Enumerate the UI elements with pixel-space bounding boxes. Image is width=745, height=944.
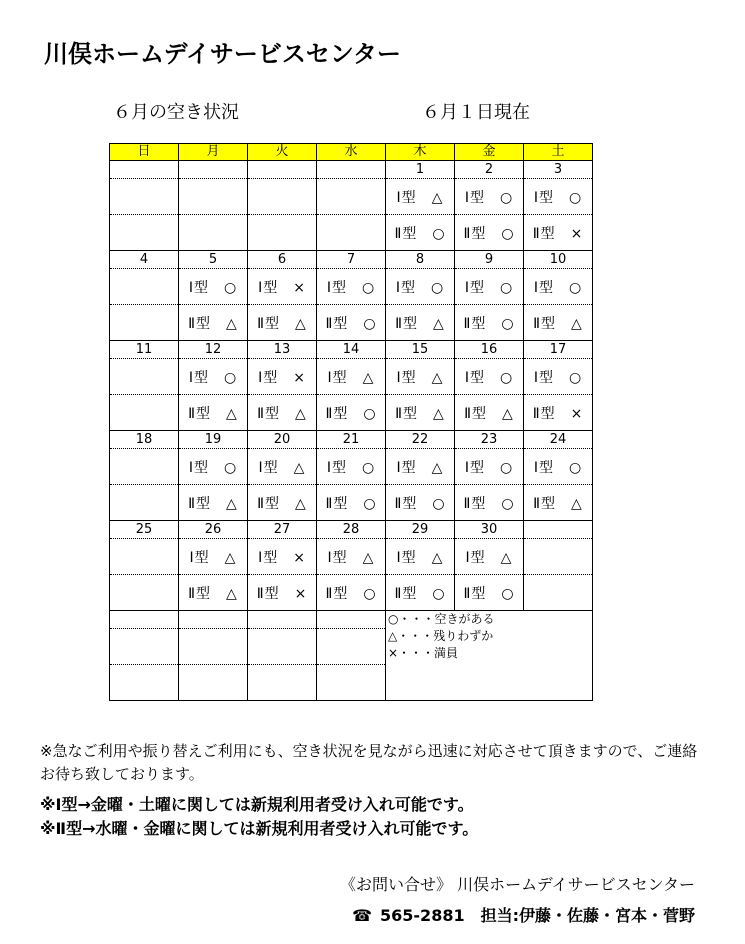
type2-row [110,575,593,611]
type1-status-cell: Ⅰ型 △ [179,539,248,575]
type2-status-cell: Ⅱ型 △ [386,395,455,431]
date-cell: 8 [386,251,455,269]
type2-status-cell: Ⅱ型 ○ [386,215,455,251]
phone-icon: ☎ [352,906,373,925]
blank-cell [179,629,248,665]
phone-line [352,903,695,926]
type2-status-cell: Ⅱ型 ○ [386,575,455,611]
type1-status-cell [524,539,593,575]
type2-status-cell: Ⅱ型 ○ [455,485,524,521]
type1-row [110,539,593,575]
contact-info: 《お問い合せ》 川俣ホームデイサービスセンター [339,875,695,894]
date-row [110,251,593,269]
date-cell: 18 [110,431,179,449]
type1-status-cell [110,539,179,575]
type1-status-cell: Ⅰ型 × [248,539,317,575]
type1-status-cell: Ⅰ型 ○ [455,179,524,215]
type2-status-cell [317,215,386,251]
date-cell: 28 [317,521,386,539]
blank-cell [248,629,317,665]
weekday-header: 金 [455,144,524,161]
blank-cell [179,665,248,701]
type2-status-cell: Ⅱ型 △ [179,395,248,431]
note-type2: ※Ⅱ型→水曜・金曜に関しては新規利用者受け入れ可能です。 [40,819,479,838]
date-cell: 17 [524,341,593,359]
date-cell: 23 [455,431,524,449]
date-row [110,161,593,179]
type2-status-cell: Ⅱ型 △ [179,305,248,341]
date-cell [179,161,248,179]
type1-status-cell: Ⅰ型 △ [386,449,455,485]
date-cell [248,161,317,179]
type1-status-cell: Ⅰ型 △ [455,539,524,575]
date-cell: 7 [317,251,386,269]
blank-cell [317,629,386,665]
weekday-header: 木 [386,144,455,161]
date-cell: 25 [110,521,179,539]
type1-status-cell: Ⅰ型 △ [317,539,386,575]
date-cell: 21 [317,431,386,449]
weekday-header: 土 [524,144,593,161]
phone-text: 565-2881 担当:伊藤・佐藤・宮本・菅野 [380,906,695,925]
blank-cell [248,611,317,629]
type1-status-cell: Ⅰ型 △ [317,359,386,395]
type1-status-cell: Ⅰ型 ○ [179,269,248,305]
type2-status-cell: Ⅱ型 △ [248,395,317,431]
weekday-header: 月 [179,144,248,161]
legend-item: ×・・・満員 [388,646,459,660]
date-cell: 9 [455,251,524,269]
type2-status-cell [110,215,179,251]
date-cell: 26 [179,521,248,539]
type1-status-cell [110,449,179,485]
blank-cell [110,611,179,629]
date-cell: 6 [248,251,317,269]
date-cell: 29 [386,521,455,539]
date-row [110,431,593,449]
type1-row [110,449,593,485]
type2-status-cell: Ⅱ型 × [248,575,317,611]
date-cell: 11 [110,341,179,359]
type1-status-cell: Ⅰ型 ○ [524,269,593,305]
date-cell: 4 [110,251,179,269]
legend-item: △・・・残りわずか [388,629,494,643]
type1-status-cell: Ⅰ型 ○ [524,179,593,215]
type2-status-cell: Ⅱ型 × [524,395,593,431]
type2-status-cell: Ⅱ型 △ [455,395,524,431]
date-cell [317,161,386,179]
blank-row [110,611,593,629]
date-cell: 24 [524,431,593,449]
availability-calendar [109,143,593,701]
type1-status-cell: Ⅰ型 △ [386,179,455,215]
date-cell: 22 [386,431,455,449]
type2-status-cell: Ⅱ型 ○ [455,215,524,251]
legend [386,611,593,701]
type1-status-cell: Ⅰ型 ○ [317,269,386,305]
type1-row [110,359,593,395]
type2-status-cell: Ⅱ型 ○ [317,485,386,521]
blank-cell [248,665,317,701]
blank-cell [317,665,386,701]
type1-row [110,179,593,215]
type1-status-cell: Ⅰ型 ○ [455,449,524,485]
note-type1: ※Ⅰ型→金曜・土曜に関しては新規利用者受け入れ可能です。 [40,795,474,814]
type2-status-cell [110,575,179,611]
blank-cell [317,611,386,629]
weekday-header: 水 [317,144,386,161]
type2-status-cell [110,395,179,431]
type1-status-cell: Ⅰ型 ○ [179,449,248,485]
type1-status-cell: Ⅰ型 × [248,359,317,395]
date-cell: 15 [386,341,455,359]
type1-row [110,269,593,305]
type2-row [110,215,593,251]
type2-status-cell: Ⅱ型 ○ [317,575,386,611]
type2-status-cell: Ⅱ型 ○ [455,575,524,611]
type1-status-cell: Ⅰ型 ○ [455,269,524,305]
type2-status-cell: Ⅱ型 ○ [317,305,386,341]
legend-item: ○・・・空きがある [388,612,495,626]
type1-status-cell [317,179,386,215]
date-cell: 27 [248,521,317,539]
type2-status-cell: Ⅱ型 △ [179,485,248,521]
type2-status-cell: Ⅱ型 △ [524,485,593,521]
date-cell: 2 [455,161,524,179]
type2-row [110,305,593,341]
date-cell: 19 [179,431,248,449]
type2-row [110,395,593,431]
date-cell [524,521,593,539]
date-cell [110,161,179,179]
page-title: 川俣ホームデイサービスセンター [44,40,401,68]
date-cell: 14 [317,341,386,359]
type2-status-cell [179,215,248,251]
date-row [110,521,593,539]
type2-status-cell [524,575,593,611]
type2-status-cell: Ⅱ型 ○ [455,305,524,341]
weekday-header-row [110,144,593,161]
blank-cell [110,629,179,665]
type2-row [110,485,593,521]
type1-status-cell [110,359,179,395]
type1-status-cell: Ⅰ型 ○ [455,359,524,395]
type1-status-cell: Ⅰ型 ○ [179,359,248,395]
type2-status-cell: Ⅱ型 ○ [317,395,386,431]
type1-status-cell: Ⅰ型 △ [386,539,455,575]
date-cell: 1 [386,161,455,179]
type2-status-cell [110,305,179,341]
blank-cell [179,611,248,629]
date-cell: 3 [524,161,593,179]
type1-status-cell: Ⅰ型 ○ [524,449,593,485]
type2-status-cell: Ⅱ型 △ [524,305,593,341]
as-of-date: ６月１日現在 [422,102,530,123]
date-cell: 16 [455,341,524,359]
type2-status-cell: Ⅱ型 △ [179,575,248,611]
blank-cell [110,665,179,701]
type2-status-cell: Ⅱ型 ○ [386,485,455,521]
type1-status-cell: Ⅰ型 ○ [386,269,455,305]
type1-status-cell [110,179,179,215]
note-urgent-use: ※急なご利用や振り替えご利用にも、空き状況を見ながら迅速に対応させて頂きますので、ご連絡お待ち致しております。 [40,742,698,783]
type1-status-cell: Ⅰ型 △ [248,449,317,485]
date-cell: 12 [179,341,248,359]
weekday-header: 火 [248,144,317,161]
type1-status-cell: Ⅰ型 ○ [524,359,593,395]
weekday-header: 日 [110,144,179,161]
type1-status-cell: Ⅰ型 ○ [317,449,386,485]
month-heading: ６月の空き状況 [113,102,239,123]
date-cell: 20 [248,431,317,449]
date-cell: 30 [455,521,524,539]
date-row [110,341,593,359]
type1-status-cell [248,179,317,215]
date-cell: 5 [179,251,248,269]
type1-status-cell: Ⅰ型 × [248,269,317,305]
type1-status-cell [110,269,179,305]
type2-status-cell: Ⅱ型 △ [248,305,317,341]
type1-status-cell [179,179,248,215]
type2-status-cell: Ⅱ型 △ [386,305,455,341]
type2-status-cell: Ⅱ型 △ [248,485,317,521]
type2-status-cell [248,215,317,251]
type1-status-cell: Ⅰ型 △ [386,359,455,395]
type2-status-cell [110,485,179,521]
type2-status-cell: Ⅱ型 × [524,215,593,251]
date-cell: 10 [524,251,593,269]
date-cell: 13 [248,341,317,359]
